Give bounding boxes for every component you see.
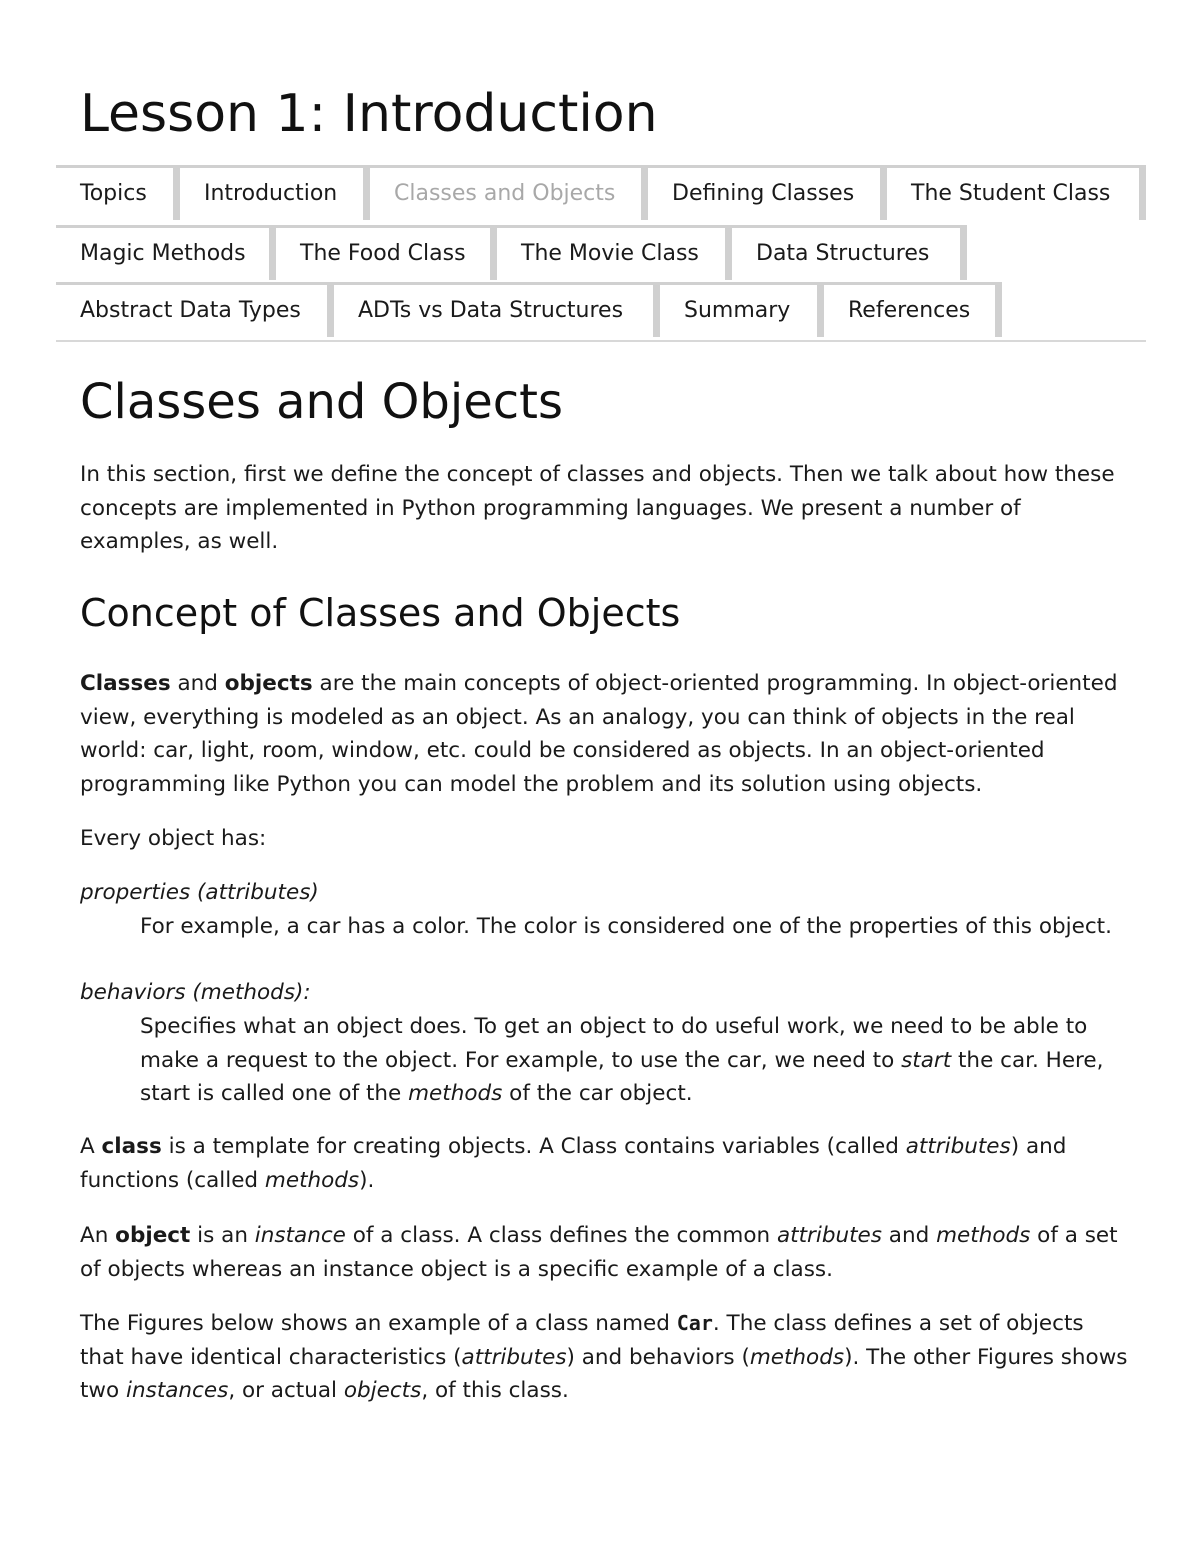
tab-adts-vs-data-structures[interactable]: ADTs vs Data Structures [334, 282, 660, 337]
code-car: Car [676, 1311, 713, 1335]
term-behaviors: behaviors (methods): [80, 980, 311, 1005]
tab-magic-methods[interactable]: Magic Methods [56, 225, 276, 280]
tab-summary[interactable]: Summary [660, 282, 824, 337]
tab-topics[interactable]: Topics [56, 165, 180, 220]
tab-the-movie-class[interactable]: The Movie Class [497, 225, 732, 280]
tab-references[interactable]: References [824, 282, 1002, 337]
object-definition: An object is an instance of a class. A class defines the common attributes and methods of a set of objects whereas an instance object is a specific example of a class. [80, 1223, 1118, 1282]
concept-paragraph: Classes and objects are the main concepts of object-oriented programming. In object-oriented view, everything is modeled as an object. As an analogy, you can think of objects in the real world: car, light, room, window, etc. could be considered as objects. In an object-oriented programming like Python you can model the problem and its solution using objects. [80, 671, 1118, 797]
section-intro: In this section, first we define the concept of classes and objects. Then we talk about how these concepts are implemented in Python programming languages. We present a number of examples, as well. [80, 462, 1115, 554]
tab-the-food-class[interactable]: The Food Class [276, 225, 497, 280]
tab-data-structures[interactable]: Data Structures [732, 225, 967, 280]
term-properties: properties (attributes) [80, 880, 319, 905]
every-object-label: Every object has: [80, 826, 267, 851]
term-classes: Classes [80, 671, 171, 696]
term-objects: objects [224, 671, 313, 696]
figures-paragraph: The Figures below shows an example of a class named Car. The class defines a set of objects that have identical characteristics (attributes) and behaviors (methods). The other Figures shows two instances, or actual objects, of this class. [80, 1311, 1128, 1403]
desc-properties: For example, a car has a color. The color is considered one of the properties of this object. [140, 914, 1112, 939]
tab-classes-and-objects[interactable]: Classes and Objects [370, 165, 648, 220]
concept-title: Concept of Classes and Objects [80, 591, 681, 635]
section-title: Classes and Objects [80, 374, 563, 430]
desc-behaviors: Specifies what an object does. To get an object to do useful work, we need to be able to make a request to the object. For example, to use the car, we need to start the car. Here, start is called one of the methods of the car object. [140, 1014, 1104, 1106]
tab-the-student-class[interactable]: The Student Class [887, 165, 1146, 220]
lesson-title: Lesson 1: Introduction [80, 84, 658, 144]
tab-abstract-data-types[interactable]: Abstract Data Types [56, 282, 334, 337]
tab-introduction[interactable]: Introduction [180, 165, 370, 220]
tabs-divider [56, 340, 1146, 342]
tab-defining-classes[interactable]: Defining Classes [648, 165, 887, 220]
class-definition: A class is a template for creating objects. A Class contains variables (called attributes) and functions (called methods). [80, 1134, 1067, 1193]
